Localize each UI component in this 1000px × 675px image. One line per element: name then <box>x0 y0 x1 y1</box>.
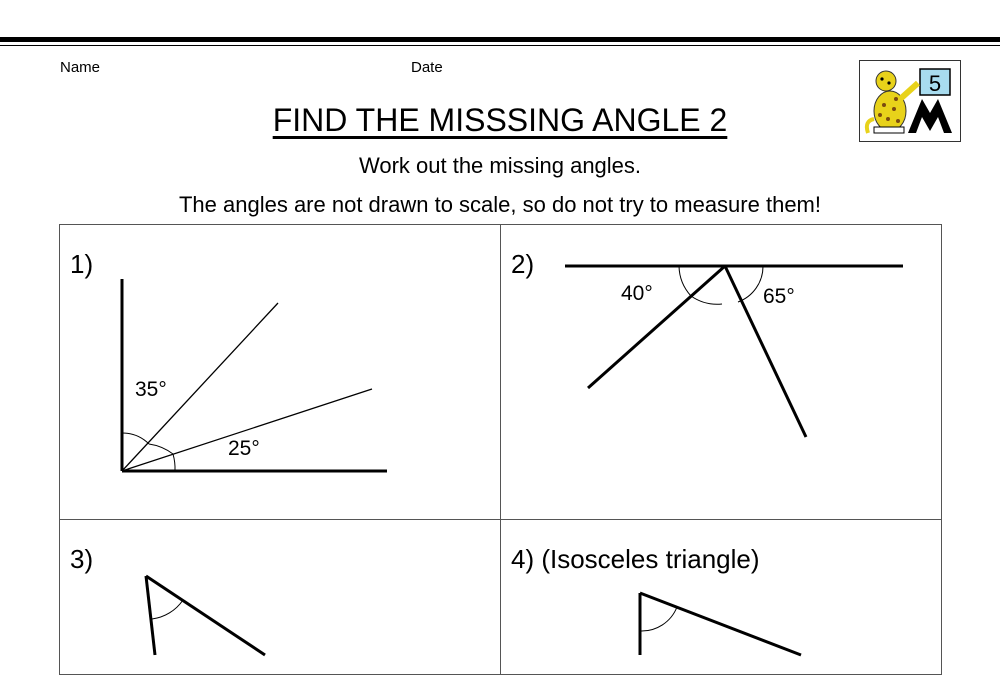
question-cell-3 <box>60 520 501 675</box>
header-rule-thick <box>0 37 1000 42</box>
header-rule-thin <box>0 45 1000 46</box>
name-label: Name <box>60 59 101 76</box>
angle-label-65: 65° <box>763 285 795 308</box>
triangle-figure-3 <box>60 520 501 675</box>
question-number-4: 4) (Isosceles triangle) <box>511 544 760 574</box>
date-label: Date <box>411 59 443 76</box>
worksheet-title: FIND THE MISSSING ANGLE 2 <box>272 102 728 138</box>
question-number-1: 1) <box>70 249 94 279</box>
logo-badge-number: 5 <box>928 71 942 96</box>
angle-figure-2 <box>501 225 942 520</box>
angle-figure-1 <box>60 225 501 520</box>
triangle-figure-4 <box>501 520 942 675</box>
angle-label-40: 40° <box>621 282 653 305</box>
question-cell-2 <box>501 225 942 520</box>
instruction-line-1: Work out the missing angles. <box>358 153 642 178</box>
question-number-2: 2) <box>511 249 535 279</box>
instruction-line-2: The angles are not drawn to scale, so do not try to measure them! <box>178 192 821 217</box>
angle-label-35: 35° <box>135 378 167 401</box>
question-cell-1 <box>60 225 501 520</box>
question-grid <box>59 224 942 675</box>
question-cell-4 <box>501 520 942 675</box>
question-number-3: 3) <box>70 544 94 574</box>
angle-label-25: 25° <box>228 437 260 460</box>
